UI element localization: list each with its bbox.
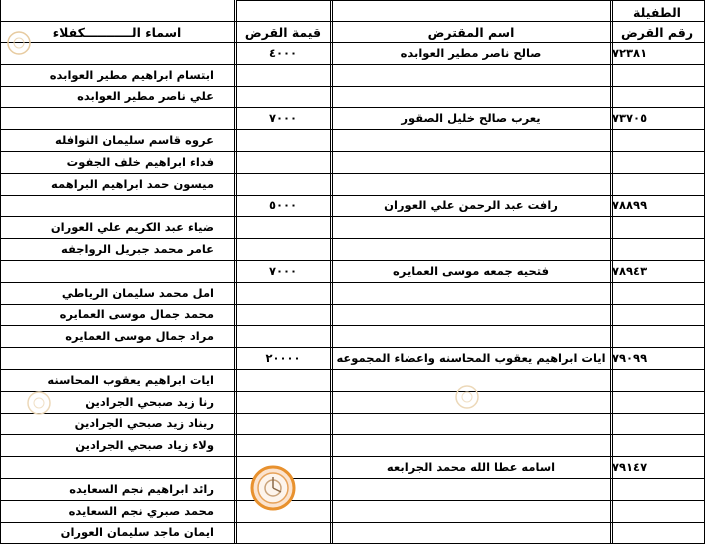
header-guarantors-names: اسماء الـــــــــــكفلاء xyxy=(52,24,182,40)
stamp-watermark xyxy=(6,30,32,56)
header-borrower-name: اسم المقترض xyxy=(427,24,515,40)
guarantor-name: عروه قاسم سليمان النوافله xyxy=(55,133,214,148)
borrower-name: اسامه عطا الله محمد الجرابعه xyxy=(386,460,556,475)
guarantor-name: عامر محمد جبريل الرواجفه xyxy=(61,242,214,257)
loan-number: ٧٨٩٤٣ xyxy=(612,263,648,278)
guarantor-name: مراد جمال موسى العمايره xyxy=(65,329,214,344)
guarantor-name: محمد صبري نجم السعايده xyxy=(68,503,214,518)
loan-number: ٧٨٨٩٩ xyxy=(612,198,648,213)
borrower-name: ايات ابراهيم يعقوب المحاسنه واعضاء المجموعه xyxy=(336,351,606,366)
guarantor-name: ولاء زياد صبحي الجرادين xyxy=(75,438,214,453)
guarantor-name: محمد جمال موسى العمايره xyxy=(59,307,214,322)
guarantor-name: رنا زيد صبحي الجرادين xyxy=(85,394,214,409)
guarantor-name: ريناد زيد صبحي الجرادين xyxy=(74,416,214,431)
loan-amount: ٧٠٠٠ xyxy=(268,263,298,278)
guarantor-name: ميسون حمد ابراهيم البراهمه xyxy=(51,176,214,191)
borrower-name: فتحيه جمعه موسى العمايره xyxy=(393,263,549,278)
stamp-watermark xyxy=(454,384,480,410)
guarantor-name: ضياء عبد الكريم علي العوران xyxy=(50,220,214,235)
loan-amount: ٥٠٠٠ xyxy=(268,198,298,213)
borrower-name: صالح ناصر مطير العوابده xyxy=(400,45,542,60)
guarantor-name: امل محمد سليمان الرياطي xyxy=(61,285,214,300)
guarantor-name: ابتسام ابراهيم مطير العوابده xyxy=(49,67,214,82)
loan-number: ٧٣٧٠٥ xyxy=(612,111,648,126)
header-loan-amount: قيمة القرض xyxy=(244,24,322,40)
guarantor-name: فداء ابراهيم خلف الجفوت xyxy=(66,154,214,169)
guarantor-name: علي ناصر مطير العوابده xyxy=(77,89,214,104)
loan-number: ٧٢٣٨١ xyxy=(612,45,648,60)
clock-stamp-icon xyxy=(249,464,297,512)
stamp-watermark xyxy=(26,390,52,416)
loan-number: ٧٩١٤٧ xyxy=(612,460,648,475)
borrower-name: يعرب صالح خليل الصقور xyxy=(401,111,541,126)
loan-amount: ٢٠٠٠٠ xyxy=(265,351,301,366)
guarantor-name: رائد ابراهيم نجم السعايده xyxy=(69,481,214,496)
guarantor-name: ايمان ماجد سليمان العوران xyxy=(60,525,214,540)
loan-amount: ٤٠٠٠ xyxy=(268,45,298,60)
loan-amount: ٧٠٠٠ xyxy=(268,111,298,126)
header-category: الطفيلة xyxy=(633,4,681,20)
header-loan-number: رقم القرض xyxy=(620,24,694,40)
borrower-name: رافت عبد الرحمن علي العوران xyxy=(384,198,558,213)
guarantor-name: ايات ابراهيم يعقوب المحاسنه xyxy=(47,372,214,387)
loan-number: ٧٩٠٩٩ xyxy=(612,351,648,366)
